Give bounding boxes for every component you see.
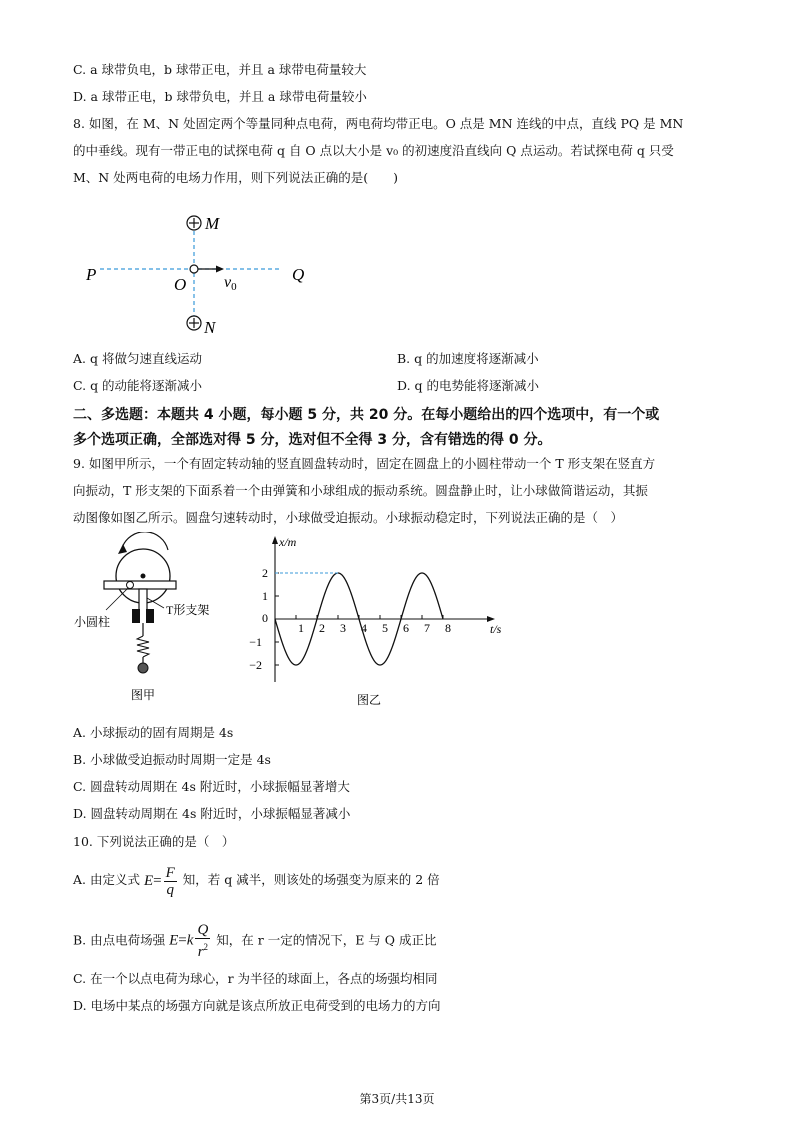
q8-option-b: B. q 的加速度将逐渐减小 xyxy=(397,351,539,366)
x-tick-label: 4 xyxy=(361,621,367,635)
q8-stem-line1: 8. 如图，在 M、N 处固定两个等量同种点电荷，两电荷均带正电。O 点是 MN 连线的中点，直线 PQ 是 MN xyxy=(73,116,684,131)
charge-n xyxy=(187,316,201,330)
x-tick-label: 6 xyxy=(403,621,409,635)
section2-heading-line2: 多个选项正确，全部选对得 5 分，选对但不全得 3 分，含有错选的得 0 分。 xyxy=(73,432,552,448)
q10-option-a-prefix: A. 由定义式 xyxy=(73,872,140,887)
t-frame-bar xyxy=(104,581,176,589)
section2-heading-line1: 二、多选题：本题共 4 小题，每小题 5 分，共 20 分。在每小题给出的四个选项中，有一个或 xyxy=(73,407,660,423)
q8-stem-line2: 的中垂线。现有一带正电的试探电荷 q 自 O 点以大小是 v₀ 的初速度沿直线向 Q 点运动。若试探电荷 q 只受 xyxy=(73,143,674,158)
small-cylinder xyxy=(127,582,134,589)
label-p: P xyxy=(86,265,97,284)
label-o: O xyxy=(174,275,187,294)
x-tick-label: 3 xyxy=(340,621,346,635)
x-tick-label: 8 xyxy=(445,621,451,635)
q10-option-b-prefix: B. 由点电荷场强 xyxy=(73,932,166,948)
q10-option-a-suffix: 知，若 q 减半，则该处的场强变为原来的 2 倍 xyxy=(182,872,440,887)
q10-option-a xyxy=(73,862,440,899)
x-tick-label: 5 xyxy=(382,621,388,635)
q9-figure-jia xyxy=(70,532,230,707)
q8-option-d: D. q 的电势能将逐渐减小 xyxy=(397,378,539,393)
leader-cylinder xyxy=(106,588,128,610)
q8-option-a: A. q 将做匀速直线运动 xyxy=(73,351,202,366)
y-tick-label: 2 xyxy=(262,566,268,580)
charge-m xyxy=(187,216,201,230)
caption-jia: 图甲 xyxy=(131,688,156,702)
q10-option-b xyxy=(73,922,436,960)
label-t-frame: T形支架 xyxy=(166,603,210,617)
q9-stem-line3: 动图像如图乙所示。圆盘匀速转动时，小球做受迫振动。小球振动稳定时，下列说法正确的是（ ） xyxy=(73,510,624,525)
formula-e-f-over-q: E= $\frac{F}{q}$ xyxy=(143,864,175,898)
y-tick-label: 1 xyxy=(262,589,268,603)
label-v0: v0 xyxy=(224,274,237,293)
ball xyxy=(138,663,148,673)
q9-stem-line1: 9. 如图甲所示，一个有固定转动轴的竖直圆盘转动时，固定在圆盘上的小圆柱带动一个 T 形支架在竖直方 xyxy=(73,456,656,471)
y-axis-label: x/m xyxy=(279,535,297,549)
q8-option-c: C. q 的动能将逐渐减小 xyxy=(73,378,203,393)
y-tick-label: −1 xyxy=(249,635,262,649)
q10-option-c: C. 在一个以点电荷为球心，r 为半径的球面上，各点的场强均相同 xyxy=(73,971,438,986)
x-tick-label: 2 xyxy=(319,621,325,635)
q9-xt-chart xyxy=(245,532,515,712)
q9-option-a: A. 小球振动的固有周期是 4s xyxy=(73,725,234,740)
rotation-arrow xyxy=(122,532,168,550)
label-q: Q xyxy=(292,265,305,284)
velocity-arrow-head xyxy=(216,266,224,273)
q9-stem-line2: 向振动，T 形支架的下面系着一个由弹簧和小球组成的振动系统。圆盘静止时，让小球做简谐运动，其振 xyxy=(73,483,648,498)
y-tick-label: −2 xyxy=(249,658,262,672)
label-m: M xyxy=(205,214,220,233)
q8-stem-line3: M、N 处两电荷的电场力作用，则下列说法正确的是( ) xyxy=(73,170,398,185)
spring xyxy=(137,636,149,657)
x-tick-label: 1 xyxy=(298,621,304,635)
q9-option-c: C. 圆盘转动周期在 4s 附近时，小球振幅显著增大 xyxy=(73,779,350,794)
page-footer: 第3页/共13页 xyxy=(359,1092,435,1106)
q7-option-c: C. a 球带负电，b 球带正电，并且 a 球带电荷量较大 xyxy=(73,62,367,77)
point-o xyxy=(190,265,198,273)
label-small-cylinder: 小圆柱 xyxy=(74,615,111,629)
disk-axle xyxy=(141,574,146,579)
q8-figure xyxy=(80,205,330,340)
x-axis-label: t/s xyxy=(490,622,502,636)
x-tick-label: 7 xyxy=(424,621,430,635)
y-axis-arrow xyxy=(272,536,278,544)
q9-option-b: B. 小球做受迫振动时周期一定是 4s xyxy=(73,752,271,767)
q10-stem: 10. 下列说法正确的是（ ） xyxy=(73,834,235,849)
y-tick-label: 0 xyxy=(262,611,268,625)
caption-yi: 图乙 xyxy=(357,693,382,707)
formula-e-kq-over-r2: E=k $\frac{Q}{r^2}$ xyxy=(169,922,209,960)
q10-option-b-suffix: 知，在 r 一定的情况下，E 与 Q 成正比 xyxy=(216,932,437,948)
label-n: N xyxy=(204,318,216,337)
q9-option-d: D. 圆盘转动周期在 4s 附近时，小球振幅显著减小 xyxy=(73,806,351,821)
q7-option-d: D. a 球带正电，b 球带负电，并且 a 球带电荷量较小 xyxy=(73,89,367,104)
q10-option-d: D. 电场中某点的场强方向就是该点所放正电荷受到的电场力的方向 xyxy=(73,998,441,1013)
